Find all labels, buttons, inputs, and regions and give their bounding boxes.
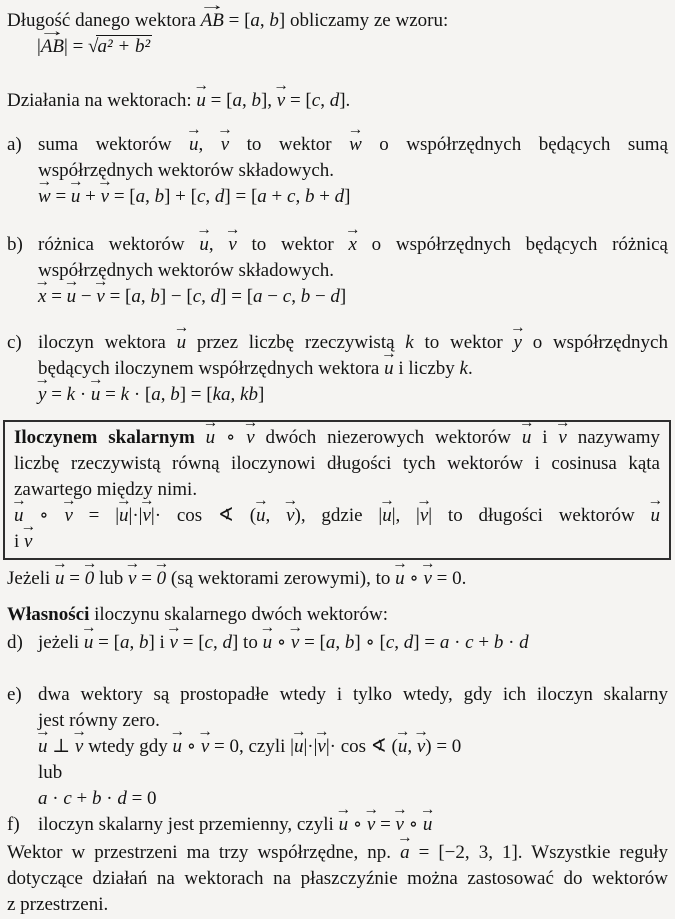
vector-symbol: v → [291,630,299,656]
math-variable: b [344,632,355,653]
intro-paragraph [7,8,668,60]
item-e-line1: dwa wektory są prostopadłe wtedy i tylko wtedy, gdy ich iloczyn skalarny [38,684,668,705]
commutativity-line: iloczyn skalarny jest przemienny, czyli u → ∘ v → = v → ∘ u → [38,812,668,838]
vector-symbol: v → [170,630,178,656]
math-variable: c [287,186,296,207]
vector-symbol: u → [84,630,94,656]
math-variable: a [250,10,260,31]
box-line1 [14,425,660,451]
item-b-line2: współrzędnych wektorów składowych. [38,260,335,281]
math-variable: a [131,286,141,307]
vector-symbol: x → [38,284,46,310]
vector-symbol: u → [173,734,183,760]
math-variable: d [214,186,225,207]
vector-symbol: u → [119,503,129,529]
perpendicular-coordinate-formula: a · c + b · d = 0 [38,788,157,809]
math-variable: b [251,90,261,111]
vector-symbol: u → [395,566,405,592]
item-content-d [38,630,668,656]
vector-symbol: y → [38,382,46,408]
list-item-e [7,682,668,812]
item-e-line4: lub [38,762,63,783]
math-variable: d [222,632,232,653]
vector-symbol: v → [317,734,325,760]
zero-vector-note: Jeżeli u → = 0 → lub v → = 0 → (są wektorami zerowymi), to u → ∘ v → = 0. [7,566,668,592]
vector-symbol: x → [348,232,356,258]
math-variable: k [459,358,468,379]
math-variable: d [519,632,529,653]
vector-symbol: u → [71,184,81,210]
vector-symbol: w → [349,132,362,158]
math-variable: c [465,632,474,653]
vector-symbol: v → [417,734,425,760]
math-variable: c [196,186,206,207]
vector-length-formula: |AB →| = √a² + b² [37,34,668,60]
math-variable: d [334,186,345,207]
math-variable: d [403,632,414,653]
math-variable: a [439,632,450,653]
vector-symbol: u → [14,503,24,529]
vector-symbol: u → [650,503,660,529]
math-variable: k [120,384,130,405]
math-variable: b [170,384,180,405]
vector-symbol: 0 → [85,566,95,592]
math-variable: b [300,286,311,307]
math-variable: a [253,286,263,307]
math-variable: b [150,286,160,307]
math-variable: b [269,10,279,31]
outro-paragraph [7,840,668,918]
item-c-line2: będących iloczynem współrzędnych wektora u → i liczby k. [38,356,668,382]
box-line3: zawartego między nimi. [14,479,198,500]
vector-symbol: u → [522,425,532,451]
math-variable: a [232,90,242,111]
vector-symbol: v → [221,132,229,158]
vector-symbol: u → [263,630,273,656]
item-c-line1: iloczyn wektora u → przez liczbę rzeczywistą k to wektor y → o współrzędnych [38,330,668,356]
item-content-f [38,812,668,838]
item-e-line2: jest równy zero. [38,710,160,731]
math-variable: c [385,632,395,653]
scalar-multiple-formula: y → = k · u → = k · [a, b] = [ka, kb] [38,382,668,408]
outro-line2: dotyczące działań na wektorach na płaszczyźnie można zastosować do wektorów [7,868,668,889]
item-marker-d: d) [7,632,23,653]
math-variable: a [325,632,336,653]
box-bold-lead: Iloczynem skalarnym [14,427,206,448]
math-variable: c [63,788,72,809]
properties-bold-lead: Własności [7,604,90,625]
vector-symbol: u → [55,566,65,592]
math-variable: a [257,186,267,207]
vector-symbol: v → [24,529,32,555]
intro-line: Długość danego wektora AB → = [a, b] obliczamy ze wzoru: [7,8,668,34]
item-marker-b: b) [7,234,23,255]
vector-symbol: v → [101,184,109,210]
math-variable: a [135,186,146,207]
vector-symbol: v → [423,566,431,592]
vector-symbol: a → [400,840,410,866]
vector-symbol: v → [420,503,428,529]
vector-symbol: y → [514,330,522,356]
vector-symbol: v → [64,503,72,529]
vector-symbol: u → [398,734,408,760]
box-line2: liczbę rzeczywistą równą iloczynowi długości tych wektorów i cosinusa kąta [14,453,660,474]
vector-symbol: v → [75,734,83,760]
item-a-line2: współrzędnych wektorów składowych. [38,160,335,181]
vector-symbol: u → [294,734,304,760]
box-line5: i v → [14,529,660,555]
vector-symbol: u → [196,88,206,114]
vector-symbol: v → [142,503,150,529]
vector-symbol: v → [367,812,375,838]
properties-heading [7,602,668,628]
math-variable: d [329,90,340,111]
vector-symbol: w → [38,184,51,210]
vector-difference-formula: x → = u → − v → = [a, b] − [c, d] = [a − c, b − d] [38,284,668,310]
vector-symbol: v → [128,566,136,592]
vector-symbol: v → [228,232,236,258]
item-content-a [38,132,668,210]
properties-rest: iloczynu skalarnego dwóch wektorów: [89,604,388,625]
vector-symbol: u → [67,284,77,310]
vector-symbol: v → [201,734,209,760]
vector-symbol: u → [384,356,394,382]
math-variable: d [330,286,340,307]
math-variable: b [304,186,315,207]
radicand: a² + b² [97,36,151,57]
vector-symbol: u → [189,132,199,158]
vector-symbol: AB → [201,8,224,34]
math-variable: kb [240,384,258,405]
math-variable: b [138,632,149,653]
math-variable: b [91,788,102,809]
list-item-d [7,630,668,656]
item-marker-c: c) [7,332,22,353]
vector-symbol: 0 → [157,566,167,592]
math-variable: ka [212,384,231,405]
math-variable: a [119,632,130,653]
vector-sum-formula: w → = u → + v → = [a, b] + [c, d] = [a + c, b + d] [38,184,668,210]
list-item-a [7,132,668,210]
vector-symbol: u → [177,330,187,356]
box-line1-rest: u → ∘ v → dwóch niezerowych wektorów u → i v → nazywamy [206,427,660,448]
vector-symbol: u → [38,734,48,760]
vector-symbol: u → [339,812,349,838]
vector-symbol: v → [96,284,104,310]
item-b-line1: różnica wektorów u →, v → to wektor x → o współrzędnych będących różnicą [38,232,668,258]
vector-symbol: v → [286,503,294,529]
item-marker-e: e) [7,684,22,705]
math-variable: c [311,90,321,111]
vector-symbol: u → [91,382,101,408]
vector-symbol: u → [256,503,266,529]
perpendicular-condition-formula: u → ⊥ v → wtedy gdy u → ∘ v → = 0, czyli |u →|·|v →|· cos ∢ (u →, v →) = 0 [38,734,668,760]
vector-symbol: u → [382,503,392,529]
list-item-f [7,812,668,838]
item-content-e [38,682,668,812]
vector-symbol: v → [246,425,254,451]
math-variable: d [210,286,221,307]
vector-symbol: v → [396,812,404,838]
item-content-c [38,330,668,408]
vector-symbol: u → [199,232,209,258]
item-marker-a: a) [7,134,22,155]
item-marker-f: f) [7,814,20,835]
math-variable: k [405,332,414,353]
vector-symbol: v → [558,425,566,451]
math-variable: c [282,286,292,307]
math-variable: b [493,632,504,653]
dot-product-formula: u → ∘ v → = |u →|·|v →|· cos ∢ (u →, v →), gdzie |u →|, |v →| to długości wektorów u → [14,503,660,529]
vector-symbol: u → [423,812,433,838]
list-item-c [7,330,668,408]
vector-symbol: u → [206,425,216,451]
dot-product-definition-box [3,420,671,560]
math-variable: c [204,632,213,653]
item-content-b [38,232,668,310]
math-variable: b [154,186,165,207]
math-variable: a [151,384,161,405]
outro-line1: Wektor w przestrzeni ma trzy współrzędne, np. a → = [−2, 3, 1]. Wszystkie reguły [7,840,668,866]
vector-symbol: AB → [41,34,64,60]
math-variable: k [66,384,76,405]
outro-line3: z przestrzeni. [7,894,109,915]
item-a-line1: suma wektorów u →, v → to wektor w → o współrzędnych będących sumą [38,132,668,158]
dot-product-coordinates-formula: jeżeli u → = [a, b] i v → = [c, d] to u → ∘ v → = [a, b] ∘ [c, d] = a · c + b · d [38,630,668,656]
list-item-b [7,232,668,310]
math-variable: d [117,788,127,809]
vector-symbol: v → [277,88,285,114]
operations-intro-line: Działania na wektorach: u → = [a, b], v → = [c, d]. [7,88,668,114]
math-variable: c [192,286,202,307]
math-variable: a [38,788,48,809]
